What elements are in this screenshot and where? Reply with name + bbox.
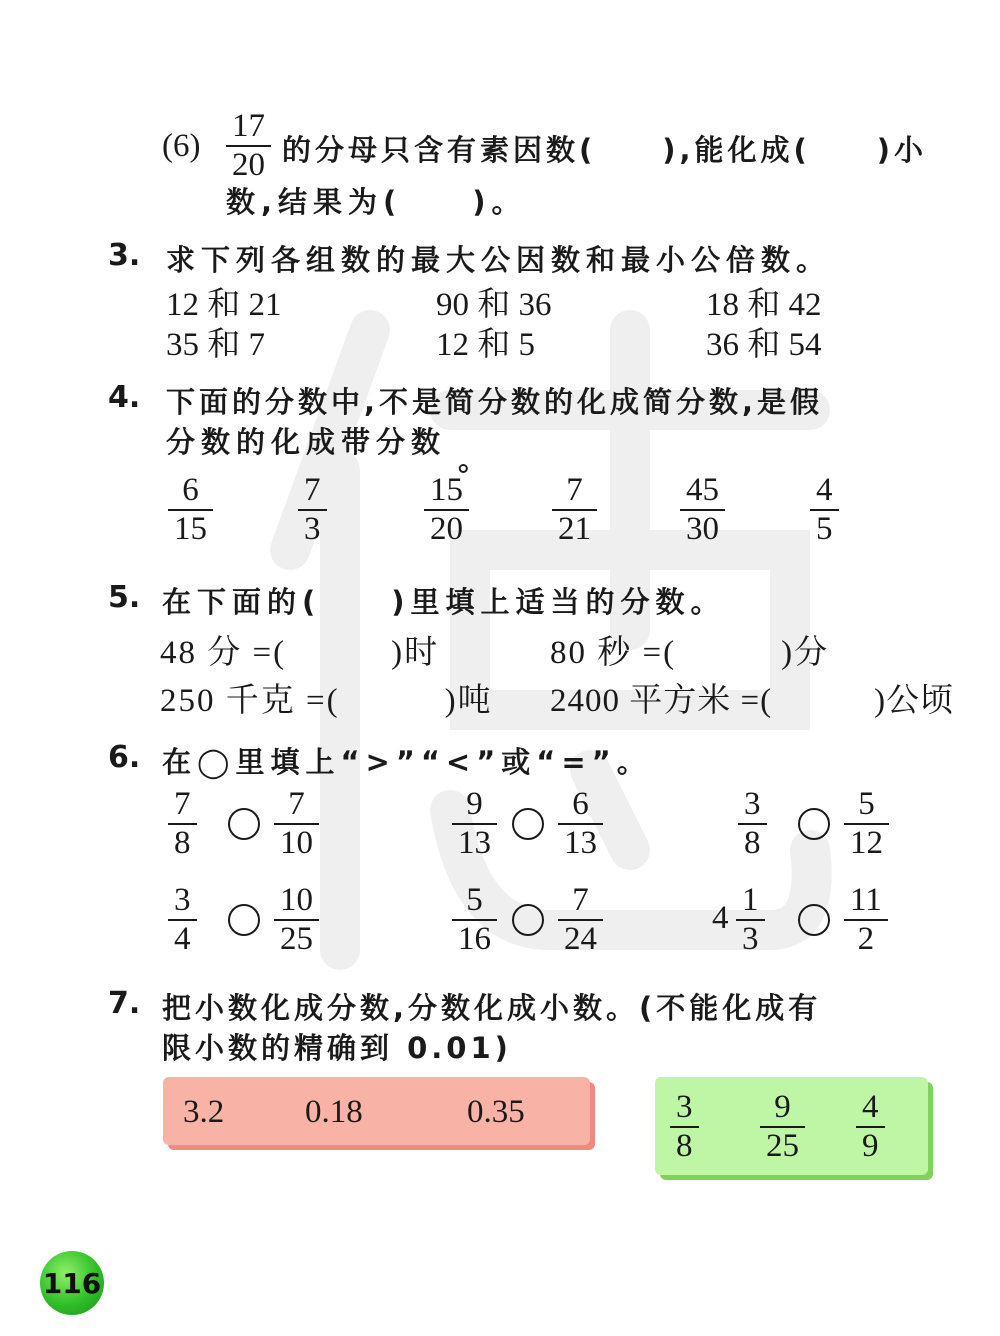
q4-number: 4. (108, 380, 141, 415)
q4-fraction-1 (168, 474, 213, 546)
denominator: 8 (676, 1128, 693, 1164)
q5-item-3: 250 千克 =( )吨 (160, 683, 493, 719)
numerator: 4 (862, 1089, 879, 1125)
decimal-box (163, 1077, 590, 1145)
page-number-badge (40, 1251, 104, 1315)
denominator: 13 (564, 825, 597, 861)
q5-item-4: 2400 平方米 =( )公顷 (550, 683, 955, 719)
denominator: 30 (686, 511, 719, 547)
numerator: 9 (466, 786, 483, 822)
numerator: 7 (288, 786, 305, 822)
q6-text: 在◯里填上“>”“<”或“=”。 (162, 745, 652, 779)
denominator: 8 (174, 825, 191, 861)
denominator: 9 (862, 1128, 879, 1164)
denominator: 10 (280, 825, 313, 861)
q5-text: 在下面的( )里填上适当的分数。 (162, 585, 726, 619)
q2-6-label: (6) (162, 128, 201, 164)
q6-c1-right (274, 788, 319, 860)
denominator: 25 (280, 921, 313, 957)
numerator: 45 (686, 472, 719, 508)
q5-item-1: 48 分 =( )时 (160, 635, 440, 671)
q3-pair-6: 36 和 54 (706, 327, 822, 363)
denominator: 16 (458, 921, 491, 957)
q2-6-text-line1: 的分母只含有素因数( ),能化成( )小 (282, 133, 928, 167)
numerator: 17 (232, 108, 265, 144)
numerator: 5 (858, 786, 875, 822)
q4-text-line1: 下面的分数中,不是简分数的化成简分数,是假 (166, 385, 824, 419)
denominator: 20 (430, 511, 463, 547)
q6-number: 6. (108, 740, 141, 775)
q6-c1-left (168, 788, 197, 860)
q4-fraction-2 (298, 474, 327, 546)
q7-fraction-1 (670, 1091, 699, 1163)
numerator: 6 (182, 472, 199, 508)
q3-pair-1: 12 和 21 (166, 287, 282, 323)
numerator: 1 (742, 882, 759, 918)
numerator: 7 (566, 472, 583, 508)
q7-fraction-2 (760, 1091, 805, 1163)
decimal-3: 0.35 (467, 1094, 525, 1130)
q3-number: 3. (108, 238, 141, 273)
q6-c3-left (738, 788, 767, 860)
q6-c4-left (168, 884, 197, 956)
compare-circle[interactable] (798, 808, 830, 840)
numerator: 7 (304, 472, 321, 508)
denominator: 3 (742, 921, 759, 957)
denominator: 21 (558, 511, 591, 547)
denominator: 12 (850, 825, 883, 861)
numerator: 3 (744, 786, 761, 822)
q5-number: 5. (108, 580, 141, 615)
q4-text-line2: 分数的化成带分数 (166, 425, 447, 459)
denominator: 4 (174, 921, 191, 957)
numerator: 7 (174, 786, 191, 822)
denominator: 5 (816, 511, 833, 547)
q3-pair-3: 18 和 42 (706, 287, 822, 323)
q4-fraction-3 (424, 474, 469, 546)
q7-text-line2: 限小数的精确到 0.01) (162, 1031, 512, 1065)
denominator: 15 (174, 511, 207, 547)
q2-6-text-line2: 数,结果为( )。 (226, 185, 527, 219)
denominator: 3 (304, 511, 321, 547)
q7-number: 7. (108, 986, 141, 1021)
compare-circle[interactable] (228, 808, 260, 840)
numerator: 9 (774, 1089, 791, 1125)
q6-c6-left (736, 884, 765, 956)
q6-c5-right (558, 884, 603, 956)
denominator: 8 (744, 825, 761, 861)
q7-text-line1: 把小数化成分数,分数化成小数。(不能化成有 (162, 991, 822, 1025)
q6-c6-right (844, 884, 888, 956)
numerator: 3 (676, 1089, 693, 1125)
compare-circle[interactable] (228, 904, 260, 936)
denominator: 13 (458, 825, 491, 861)
q7-fraction-3 (856, 1091, 885, 1163)
compare-circle[interactable] (512, 808, 544, 840)
q4-text-end: 。 (458, 443, 494, 477)
q6-c5-left (452, 884, 497, 956)
compare-circle[interactable] (512, 904, 544, 936)
q3-pair-5: 12 和 5 (436, 327, 535, 363)
page-number: 116 (42, 1266, 102, 1300)
compare-circle[interactable] (798, 904, 830, 936)
numerator: 4 (816, 472, 833, 508)
numerator: 15 (430, 472, 463, 508)
q6-c4-right (274, 884, 319, 956)
q4-fraction-4 (552, 474, 597, 546)
denominator: 20 (232, 147, 265, 183)
q6-c2-right (558, 788, 603, 860)
decimal-1: 3.2 (183, 1094, 225, 1130)
numerator: 7 (572, 882, 589, 918)
q6-c3-right (844, 788, 889, 860)
numerator: 11 (850, 882, 882, 918)
q4-fraction-6 (810, 474, 839, 546)
q3-text: 求下列各组数的最大公因数和最小公倍数。 (166, 243, 832, 277)
q4-fraction-5 (680, 474, 725, 546)
denominator: 25 (766, 1128, 799, 1164)
decimal-2: 0.18 (305, 1094, 363, 1130)
q6-c6-whole: 4 (712, 900, 729, 936)
denominator: 24 (564, 921, 597, 957)
q3-pair-4: 35 和 7 (166, 327, 265, 363)
numerator: 10 (280, 882, 313, 918)
numerator: 5 (466, 882, 483, 918)
denominator: 2 (857, 921, 875, 957)
numerator: 3 (174, 882, 191, 918)
q6-c2-left (452, 788, 497, 860)
q2-6-fraction (226, 110, 271, 182)
q3-pair-2: 90 和 36 (436, 287, 552, 323)
numerator: 6 (572, 786, 589, 822)
q5-item-2: 80 秒 =( )分 (550, 635, 830, 671)
